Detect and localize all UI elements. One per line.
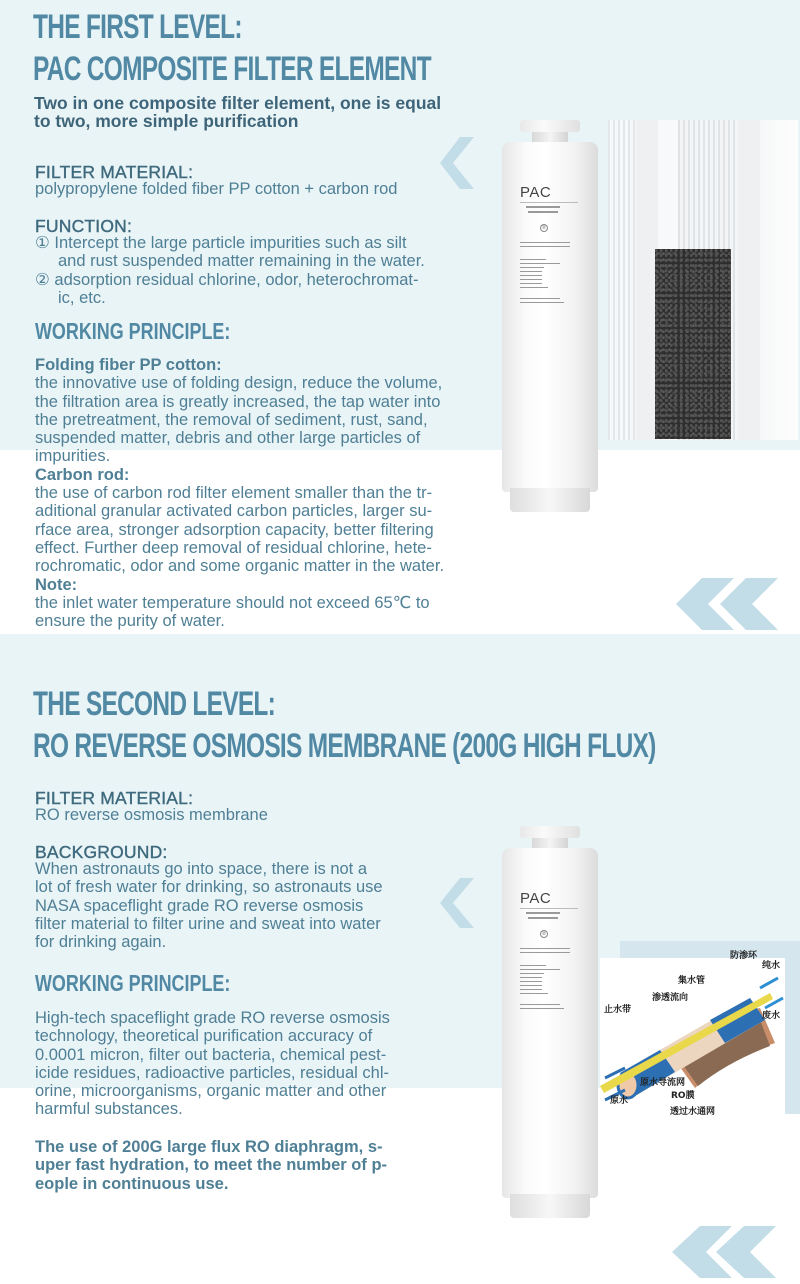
double-chevron-left-icon (676, 578, 778, 630)
note-label: Note: (35, 575, 78, 594)
flux-line: uper fast hydration, to meet the number of p- (35, 1156, 388, 1175)
function-text: adsorption residual chlorine, odor, heterochromat- (54, 270, 419, 289)
note-line: the inlet water temperature should not exceed 65℃ to (35, 593, 430, 612)
filter-material-label: FILTER MATERIAL: (35, 162, 194, 182)
function-marker: ② (35, 270, 50, 289)
filter-material-value (35, 806, 495, 824)
pp-cotton-line: the pretreatment, the removal of sediment, rust, sand, (35, 410, 428, 429)
pp-cotton-label: Folding fiber PP cotton: (35, 356, 222, 374)
carbon-rod-image (655, 249, 731, 439)
principle-line: High-tech spaceflight grade RO reverse osmosis (35, 1009, 390, 1027)
principle-line: icide residues, radioactive particles, residual chl- (35, 1063, 389, 1082)
carbon-rod-line: rface area, stronger adsorption capacity, better filtering (35, 520, 434, 539)
cartridge-label: PAC (520, 184, 552, 201)
diagram-label-raw-water: 原水 (610, 1096, 629, 1106)
background-line: NASA spaceflight grade RO reverse osmosis (35, 896, 364, 915)
function-text: Intercept the large particle impurities such as silt (54, 234, 407, 252)
pac-filter-cartridge-image (500, 120, 600, 512)
diagram-label-collector-pipe: 集水管 (678, 976, 706, 986)
chevron-left-icon (440, 137, 474, 189)
diagram-label-raw-water-guide-mesh: 原水导流网 (640, 1078, 686, 1088)
filter-material-value (35, 180, 495, 198)
pp-cotton-line: suspended matter, debris and other large particles of (35, 429, 421, 448)
cartridge-number: ② (541, 931, 547, 937)
pp-cotton-block (35, 356, 495, 630)
background-label: BACKGROUND: (35, 842, 168, 862)
background-line: for drinking again. (35, 933, 167, 952)
filter-material-text: RO reverse osmosis membrane (35, 806, 268, 824)
carbon-rod-line: rochromatic, odor and some organic matter in the water. (35, 557, 445, 576)
chevron-left-icon (440, 878, 474, 928)
diagram-label-permeate-direction: 渗透流向 (652, 993, 689, 1003)
carbon-rod-line: aditional granular activated carbon particles, larger su- (35, 502, 433, 521)
diagram-label-anti-seep-ring: 防渗环 (730, 951, 758, 961)
function-text-continued: and rust suspended matter remaining in the water. (58, 252, 425, 271)
background-line: lot of fresh water for drinking, so astronauts use (35, 878, 383, 897)
carbon-rod-label: Carbon rod: (35, 465, 130, 484)
working-principle-heading: WORKING PRINCIPLE: (35, 318, 231, 344)
principle-line: harmful substances. (35, 1100, 183, 1119)
pp-cotton-line: the innovative use of folding design, reduce the volume, (35, 374, 443, 393)
function-item (35, 271, 495, 289)
background-line: When astronauts go into space, there is not a (35, 860, 368, 878)
carbon-rod-line: effect. Further deep removal of residual chlorine, hete- (35, 538, 432, 557)
function-marker: ① (35, 234, 50, 252)
principle-line: 0.0001 micron, filter out bacteria, chemical pest- (35, 1045, 387, 1064)
background-line: filter material to filter urine and sweat into water (35, 914, 381, 933)
section-divider (0, 634, 800, 638)
pp-cotton-line: impurities. (35, 447, 111, 466)
diagram-label-water-stop-belt: 止水带 (604, 1005, 632, 1015)
carbon-rod-line: the use of carbon rod filter element smaller than the tr- (35, 484, 433, 503)
flux-block (35, 1138, 495, 1193)
background-block (35, 860, 495, 951)
double-chevron-left-icon (672, 1226, 776, 1278)
section2-title-line1: THE SECOND LEVEL: (33, 685, 276, 723)
intro-line: Two in one composite filter element, one is equal (34, 93, 442, 113)
filter-material-text: polypropylene folded fiber PP cotton + carbon rod (35, 180, 398, 198)
pp-cotton-line: the filtration area is greatly increased, the tap water into (35, 392, 441, 411)
section1-title-line1: THE FIRST LEVEL: (33, 8, 242, 46)
section1-intro (34, 94, 474, 130)
function-list (35, 234, 495, 307)
diagram-label-pure-water: 纯水 (762, 961, 781, 971)
diagram-label-waste-water: 废水 (762, 1011, 781, 1021)
diagram-label-permeate-mesh: 透过水通网 (670, 1107, 716, 1117)
section2-title-line2: RO REVERSE OSMOSIS MEMBRANE (200G HIGH FLUX) (33, 727, 656, 765)
function-item (35, 234, 495, 252)
cartridge-number: ② (541, 225, 547, 231)
intro-line: to two, more simple purification (34, 111, 299, 131)
section1-title-line2: PAC COMPOSITE FILTER ELEMENT (33, 50, 431, 88)
ro-filter-cartridge-image (500, 826, 600, 1218)
note-line: ensure the purity of water. (35, 612, 225, 631)
flux-line: eople in continuous use. (35, 1174, 229, 1193)
function-label: FUNCTION: (35, 216, 133, 236)
function-text-continued: ic, etc. (58, 288, 106, 307)
principle-line: orine, microorganisms, organic matter and other (35, 1082, 387, 1101)
principle-block (35, 1009, 495, 1119)
working-principle-heading: WORKING PRINCIPLE: (35, 970, 231, 996)
diagram-label-ro-membrane: RO膜 (671, 1091, 695, 1101)
filter-material-label: FILTER MATERIAL: (35, 788, 194, 808)
principle-line: technology, theoretical purification accuracy of (35, 1027, 373, 1046)
cartridge-label: PAC (520, 890, 552, 907)
flux-line: The use of 200G large flux RO diaphragm, s- (35, 1138, 383, 1156)
